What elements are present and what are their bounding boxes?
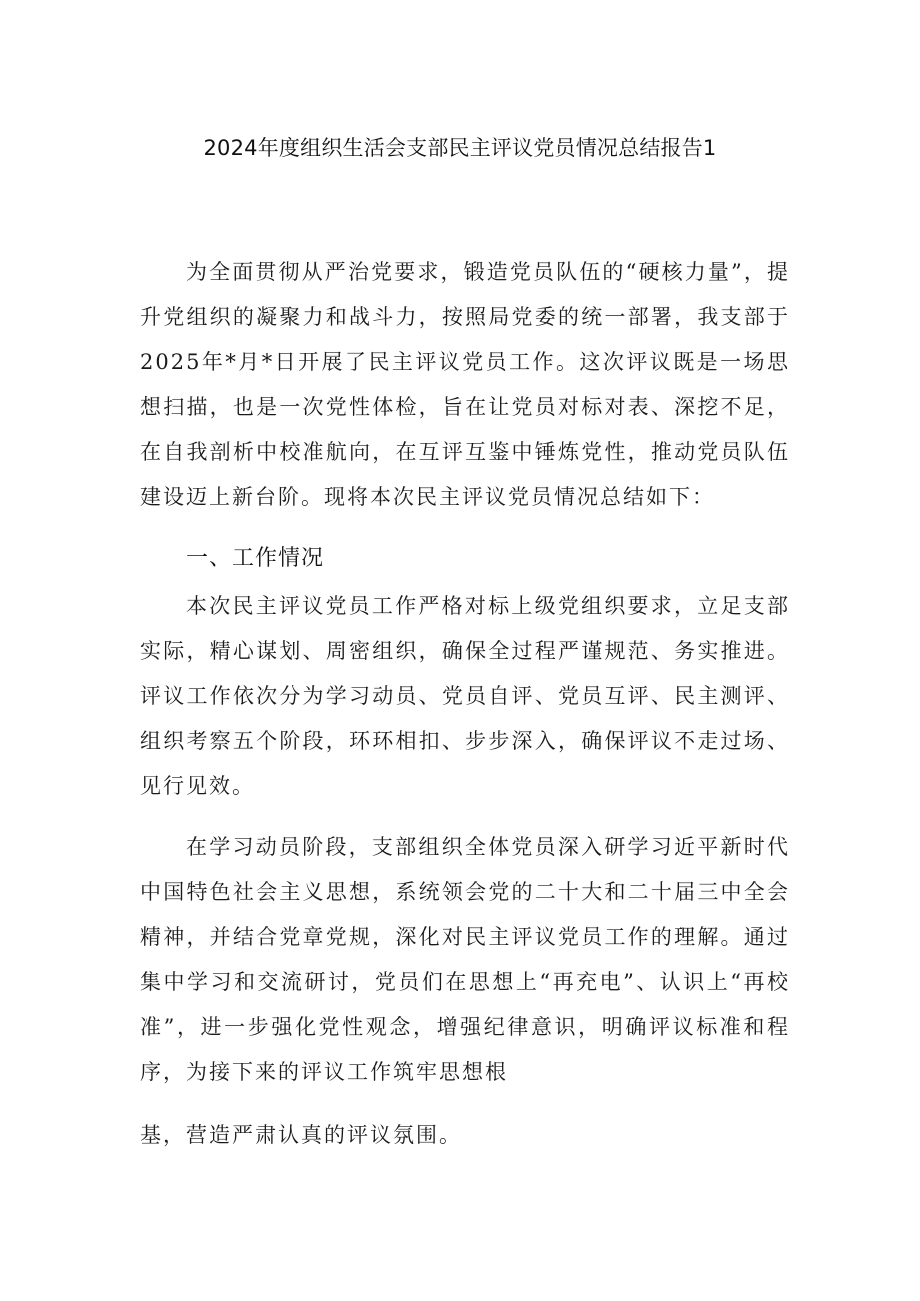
work-overview-paragraph: 本次民主评议党员工作严格对标上级党组织要求，立足支部实际，精心谋划、周密组织，确保全过程严谨规范、务实推进。评议工作依次分为学习动员、党员自评、党员互评、民主测评、组织考察五个阶段，环环相扣、步步深入，确保评议不走过场、见行见效。 <box>140 594 790 798</box>
study-mobilization-paragraph-continued: 基，营造严肃认真的评议氛围。 <box>140 1123 462 1147</box>
document-title: 2024年度组织生活会支部民主评议党员情况总结报告1 <box>203 136 717 160</box>
study-mobilization-paragraph: 在学习动员阶段，支部组织全体党员深入研学习近平新时代中国特色社会主义思想，系统领会党的二十大和二十届三中全会精神，并结合党章党规，深化对民主评议党员工作的理解。通过集中学习和交流研讨，党员们在思想上“再充电”、认识上“再校准”，进一步强化党性观念，增强纪律意识，明确评议标准和程序，为接下来的评议工作筑牢思想根 <box>140 835 790 1084</box>
intro-paragraph: 为全面贯彻从严治党要求，锻造党员队伍的“硬核力量”，提升党组织的凝聚力和战斗力，按照局党委的统一部署，我支部于2025年*月*日开展了民主评议党员工作。这次评议既是一场思想扫描，也是一次党性体检，旨在让党员对标对表、深挖不足，在自我剖析中校准航向，在互评互鉴中锤炼党性，推动党员队伍建设迈上新台阶。现将本次民主评议党员情况总结如下： <box>140 260 790 509</box>
section-heading-work-status: 一、工作情况 <box>186 546 325 571</box>
